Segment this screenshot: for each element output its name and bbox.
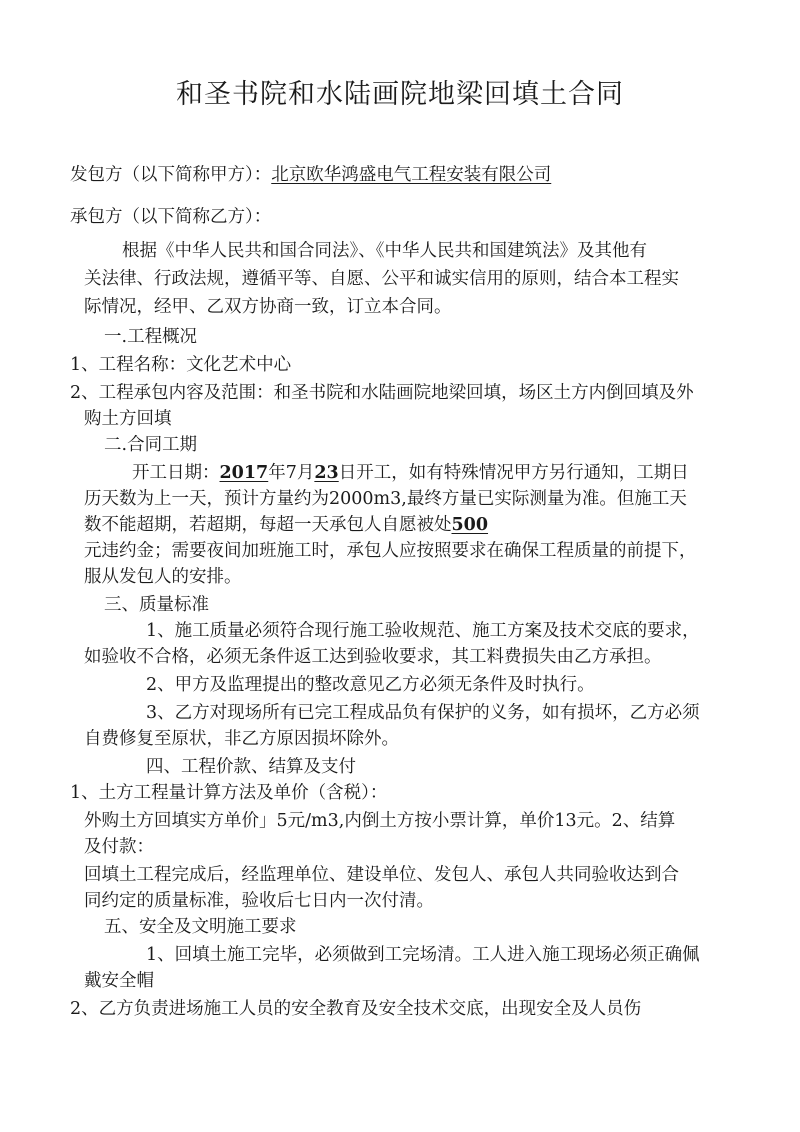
start-date-rest: 日开工，如有特殊情况甲方另行通知，工期日: [338, 463, 689, 483]
schedule-line-4: 元违约金；需要夜间加班施工时，承包人应按照要求在确保工程质量的前提下，: [84, 541, 697, 561]
schedule-line-5: 服从发包人的安排。: [84, 567, 242, 587]
start-date-prefix: 开工日期：: [132, 463, 220, 483]
project-name: 1、工程名称：文化艺术中心: [70, 355, 292, 375]
quality-item-2: 2、甲方及监理提出的整改意见乙方必须无条件及时执行。: [146, 675, 595, 695]
pricing-line-3: 及付款：: [84, 837, 154, 857]
schedule-line-2: 历天数为上一天，预计方量约为2000m3,最终方量已实际测量为准。但施工天: [84, 489, 687, 509]
scope-line-1: 2、工程承包内容及范围：和圣书院和水陆画院地梁回填，场区土方内倒回填及外: [70, 383, 694, 403]
safety-item-1-line-2: 戴安全帽: [84, 971, 154, 991]
schedule-line-3-text: 数不能超期，若超期，每超一天承包人自愿被处: [84, 515, 452, 535]
quality-item-1-line-1: 1、施工质量必须符合现行施工验收规范、施工方案及技术交底的要求，: [146, 621, 700, 641]
pricing-line-2: 外购土方回填实方单价」5元/m3,内倒土方按小票计算，单价13元。2、结算: [84, 811, 676, 831]
preamble-line-3: 际情况，经甲、乙双方协商一致，订立本合同。: [84, 297, 452, 317]
party-a-label: 发包方（以下简称甲方）：: [70, 165, 272, 185]
safety-item-2: 2、乙方负责进场施工人员的安全教育及安全技术交底，出现安全及人员伤: [70, 999, 642, 1019]
penalty-amount: 500: [451, 515, 489, 535]
quality-item-3-line-2: 自费修复至原状，非乙方原因损坏除外。: [84, 729, 399, 749]
section-3-heading: 三、质量标准: [104, 595, 209, 615]
start-day: 23: [314, 463, 339, 483]
quality-item-1-line-2: 如验收不合格，必须无条件返工达到验收要求，其工料费损失由乙方承担。: [84, 647, 662, 667]
preamble-line-1: 根据《中华人民共和国合同法》、《中华人民共和国建筑法》及其他有: [122, 241, 647, 261]
party-b-label: 承包方（以下简称乙方）：: [70, 207, 272, 227]
start-month: 年7月: [268, 463, 315, 483]
pricing-line-5: 同约定的质量标准，验收后七日内一次付清。: [84, 891, 434, 911]
party-a-line: [70, 160, 551, 190]
section-5-heading: 五、安全及文明施工要求: [104, 917, 297, 937]
scope-line-2: 购土方回填: [84, 409, 172, 429]
pricing-line-4: 回填土工程完成后，经监理单位、建设单位、发包人、承包人共同验收达到合: [84, 865, 679, 885]
section-2-heading: 二.合同工期: [104, 435, 198, 455]
party-a-name: 北京欧华鸿盛电气工程安装有限公司: [271, 165, 552, 185]
safety-item-1-line-1: 1、回填土施工完毕，必须做到工完场清。工人进入施工现场必须正确佩: [146, 945, 700, 965]
pricing-line-1: 1、土方工程量计算方法及单价（含税）：: [70, 783, 388, 803]
document-title: 和圣书院和水陆画院地梁回填土合同: [176, 79, 624, 110]
section-1-heading: 一.工程概况: [104, 327, 198, 347]
section-4-heading: 四、工程价款、结算及支付: [146, 757, 356, 777]
preamble-line-2: 关法律、行政法规，遵循平等、自愿、公平和诚实信用的原则，结合本工程实: [84, 269, 679, 289]
quality-item-3-line-1: 3、乙方对现场所有已完工程成品负有保护的义务，如有损坏，乙方必须: [146, 703, 700, 723]
start-year: 2017: [219, 463, 269, 483]
